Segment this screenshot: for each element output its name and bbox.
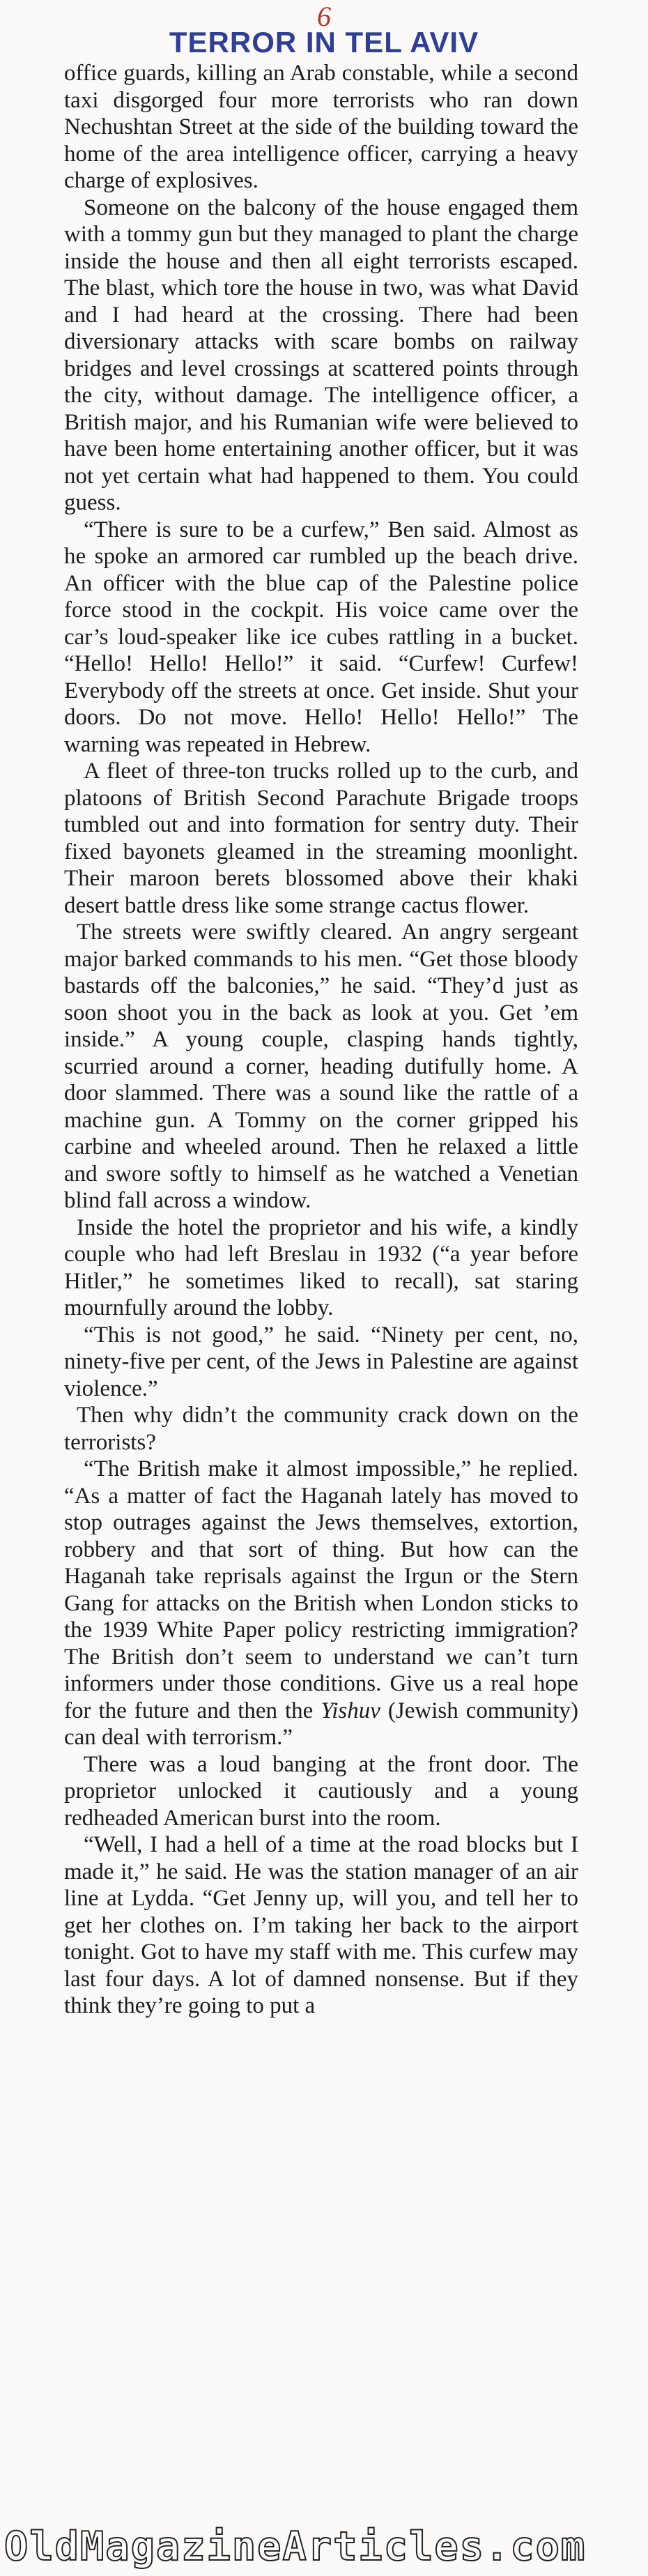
site-watermark: OldMagazineArticles.com (4, 2524, 587, 2570)
article-body (64, 60, 578, 2020)
article-paragraph: “Well, I had a hell of a time at the road blocks but I made it,” he said. He was the station manager of an air line at Lydda. “Get Jenny up, will you, and tell her to get her clothes on. I’m taking her back to the airport tonight. Got to have my staff with me. This curfew may last four days. A lot of damned nonsense. But if they think they’re going to put a (64, 1832, 578, 2018)
article-paragraph: Someone on the balcony of the house engaged them with a tommy gun but they managed to plant the charge inside the house and then all eight terrorists escaped. The blast, which tore the house in two, was what David and I had heard at the crossing. There had been diversionary attacks with scare bombs on railway bridges and level crossings at scattered points through the city, without damage. The intelligence officer, a British major, and his Rumanian wife were believed to have been home entertaining another officer, but it was not yet certain what had happened to them. You could guess. (64, 195, 578, 515)
article-paragraph: “This is not good,” he said. “Ninety per cent, no, ninety-five per cent, of the Jews in Palestine are against violence.” (64, 1322, 578, 1401)
article-paragraph-text: “The British make it almost impossible,” he replied. “As a matter of fact the Haganah lately has moved to stop outrages against the Jews themselves, extortion, robbery and that sort of thing. But how can the Haganah take reprisals against the Irgun or the Stern Gang for attacks on the British when London sticks to the 1939 White Paper policy restricting immigration? The British don’t seem to understand we can’t turn informers under those conditions. Give us a real hope for the future and then the (64, 1456, 578, 1723)
article-paragraph: “There is sure to be a curfew,” Ben said. Almost as he spoke an armored car rumbled up the beach drive. An officer with the blue cap of the Palestine police force stood in the cockpit. His voice came over the car’s loud-speaker like ice cubes rattling in a bucket. “Hello! Hello! Hello!” it said. “Curfew! Curfew! Everybody off the streets at once. Get inside. Shut your doors. Do not move. Hello! Hello! Hello!” The warning was repeated in Hebrew. (64, 517, 578, 757)
article-paragraph: There was a loud banging at the front door. The proprietor unlocked it cautiously and a young redheaded American burst into the room. (64, 1751, 578, 1831)
article-header-title: TERROR IN TEL AVIV (169, 26, 479, 59)
article-paragraph: office guards, killing an Arab constable, while a second taxi disgorged four more terrorists who ran down Nechushtan Street at the side of the building toward the home of the area intelligence officer, carrying a heavy charge of explosives. (64, 61, 578, 193)
article-paragraph-tail: (Jewish community) can deal with terrorism.” (64, 1698, 579, 1750)
article-paragraph: A fleet of three-ton trucks rolled up to the curb, and platoons of British Second Parachute Brigade troops tumbled out and into formation for sentry duty. Their fixed bayonets gleamed in the streaming moonlight. Their maroon berets blossomed above their khaki desert battle dress like some strange cactus flower. (64, 759, 578, 918)
article-paragraph-with-italic (64, 1456, 578, 1751)
article-paragraph: Then why didn’t the community crack down on the terrorists? (64, 1403, 578, 1455)
italic-term: Yishuv (321, 1698, 380, 1723)
page-number: 6 (317, 1, 331, 32)
article-paragraph: Inside the hotel the proprietor and his wife, a kindly couple who had left Breslau in 1932 (“a year before Hitler,” he sometimes liked to recall), sat staring mournfully around the lobby. (64, 1214, 578, 1320)
article-paragraph: The streets were swiftly cleared. An angry sergeant major barked commands to his men. “Get those bloody bastards off the balconies,” he said. “They’d just as soon shoot you in the back as look at you. Get ’em inside.” A young couple, clasping hands tightly, scurried around a corner, heading dutifully home. A door slammed. There was a sound like the rattle of a machine gun. A Tommy on the corner gripped his carbine and wheeled around. Then he relaxed a little and swore softly to himself as he watched a Venetian blind fall across a window. (64, 920, 578, 1213)
